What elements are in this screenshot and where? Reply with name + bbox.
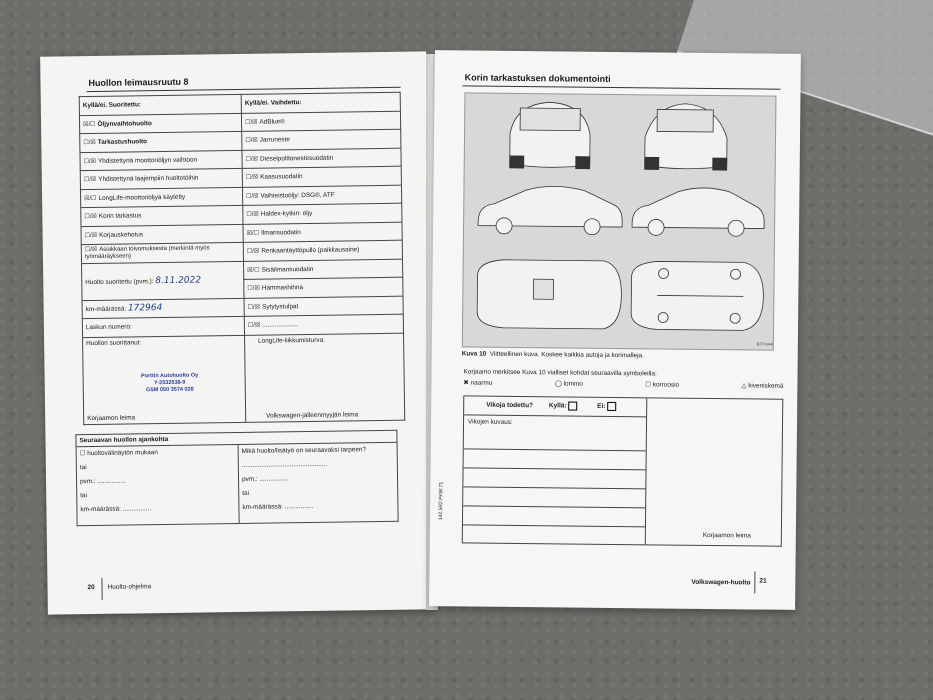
divider [87, 87, 401, 92]
page-title: Huollon leimausruutu 8 [88, 76, 189, 89]
handwritten-date: 8.11.2022 [155, 274, 202, 286]
done-by-cell: Huollon suorittanut: Korjaamon leima [83, 335, 246, 424]
handwritten-km: 172964 [127, 303, 163, 314]
footer-title: Huolto-ohjelma [107, 583, 152, 591]
next-service-right: Mikä huolto/lisätyö on seuraavaksi tarpeen? ................................................ pvm.: ................ tai km-määrässä: ................ [238, 442, 398, 523]
footer-title: Volkswagen-huolto [691, 578, 751, 587]
symbol-corrosion: ☐ korroosio [645, 381, 680, 389]
workshop-stamp: Porttin Autohuolto Oy Y-2532538-9 GSM 050 3574 028 [140, 372, 199, 394]
col-header-performed: Kyllä/ei. Suoritettu: [79, 94, 241, 115]
footer-divider [101, 578, 102, 600]
right-row: ☐/☒ Hammashihna [244, 277, 403, 298]
left-row: ☐/☒ Tarkastushuolto [80, 131, 242, 152]
damage-form [462, 395, 784, 546]
right-row: ☐/☒ Haldex-kytkin: öljy [243, 203, 402, 224]
invoice-cell: Laskun numero: [82, 316, 244, 337]
symbol-dent: ◯ lommo [554, 380, 583, 388]
left-row: ☐/☒ Asiakkaan toivomuksesta (merkintä myös työmääräykseen) [81, 242, 243, 263]
left-row: ☒/☐ Öljynvaihtohuolto [79, 113, 241, 134]
description-lines [463, 430, 646, 527]
next-service-table [75, 430, 398, 526]
symbols-intro: Korjaamo merkitsee Kuva 10 vialliset kohdat seuraavilla symboleilla: [463, 368, 657, 378]
left-row: ☐/☒ Korjauskehotus [81, 224, 243, 245]
description-label: Vikojen kuvaus: [467, 418, 513, 426]
right-row: ☒/☐ Sisäilmansuodatin [243, 259, 402, 280]
yes-checkbox[interactable] [568, 401, 577, 410]
no-checkbox[interactable] [607, 402, 616, 411]
left-row: ☐/☒ Korin tarkastus [81, 205, 243, 226]
right-row: ☐/☒ Kaasusuodatin [242, 166, 401, 187]
left-row: ☐/☒ Yhdistettynä laajempiin huoltotöihin [80, 168, 242, 189]
symbols-legend [463, 378, 783, 389]
right-row: ☐/☒ Vaihteistoöljy: DSG®, ATF [242, 185, 401, 206]
km-cell: km-määrässä: 172964 [82, 298, 244, 319]
car-diagram [462, 92, 777, 350]
right-row: ☐/☒ Jarruneste [242, 129, 401, 150]
page-title: Korin tarkastuksen dokumentointi [464, 72, 611, 84]
car-outline-drawing [463, 93, 776, 349]
page-number: 21 [759, 577, 767, 585]
next-service-left: ☐ huoltovälinäytön mukaan tai pvm.: ................ tai km-määrässä: ................ [76, 444, 239, 525]
right-row: ☐/☒ AdBlue® [241, 111, 400, 132]
right-page [429, 50, 801, 610]
left-row: ☒/☐ LongLife-moottoriöljyä käytetty [80, 187, 242, 208]
workshop-stamp-label: Korjaamon leima [702, 531, 751, 540]
next-service-title: Seuraavan huollon ajankohta [76, 430, 397, 446]
date-cell: Huolto suoritettu (pvm.): 8.11.2022 [82, 261, 245, 300]
right-row: ☐/☒ .................... [244, 314, 403, 335]
left-page [40, 51, 434, 614]
right-row: ☐/☒ Renkaantäyttöpullo (paikkausaine) [243, 240, 402, 261]
workshop-stamp-label: Korjaamon leima [87, 413, 136, 422]
col-header-replaced: Kyllä/ei. Vaihdettu: [241, 92, 400, 113]
figure-caption: Kuva 10 Viitteellinen kuva. Koskee kaikkia autoja ja korimalleja. [461, 350, 644, 360]
faults-header: Vikoja todettu? Kyllä: Ei: [464, 396, 646, 417]
right-row: ☐/☒ Sytytystulpat [244, 296, 403, 317]
symbol-scratch: ✖ naarmu [463, 379, 493, 387]
left-row: ☐/☒ Yhdistettynä moottoriöljyn vaihtoon [80, 150, 242, 171]
right-row: ☒/☐ Ilmansuodatin [243, 222, 402, 243]
longlife-cell: LongLife-liikkumisturva: Volkswagen-jälleenmyyjän leima [245, 333, 405, 422]
page-number: 20 [87, 584, 95, 592]
figure-id: B7T-0449 [756, 341, 775, 347]
vw-stamp-label: Volkswagen-jälleenmyyjän leima [266, 410, 359, 420]
footer-divider [754, 571, 755, 593]
right-row: ☐/☒ Dieselpolttonestesuodatin [242, 148, 401, 169]
divider [463, 85, 781, 89]
symbol-stone-chip: △ kiveniskemä [741, 382, 784, 390]
side-code: 142.5R2.PKW.71 [437, 481, 445, 521]
